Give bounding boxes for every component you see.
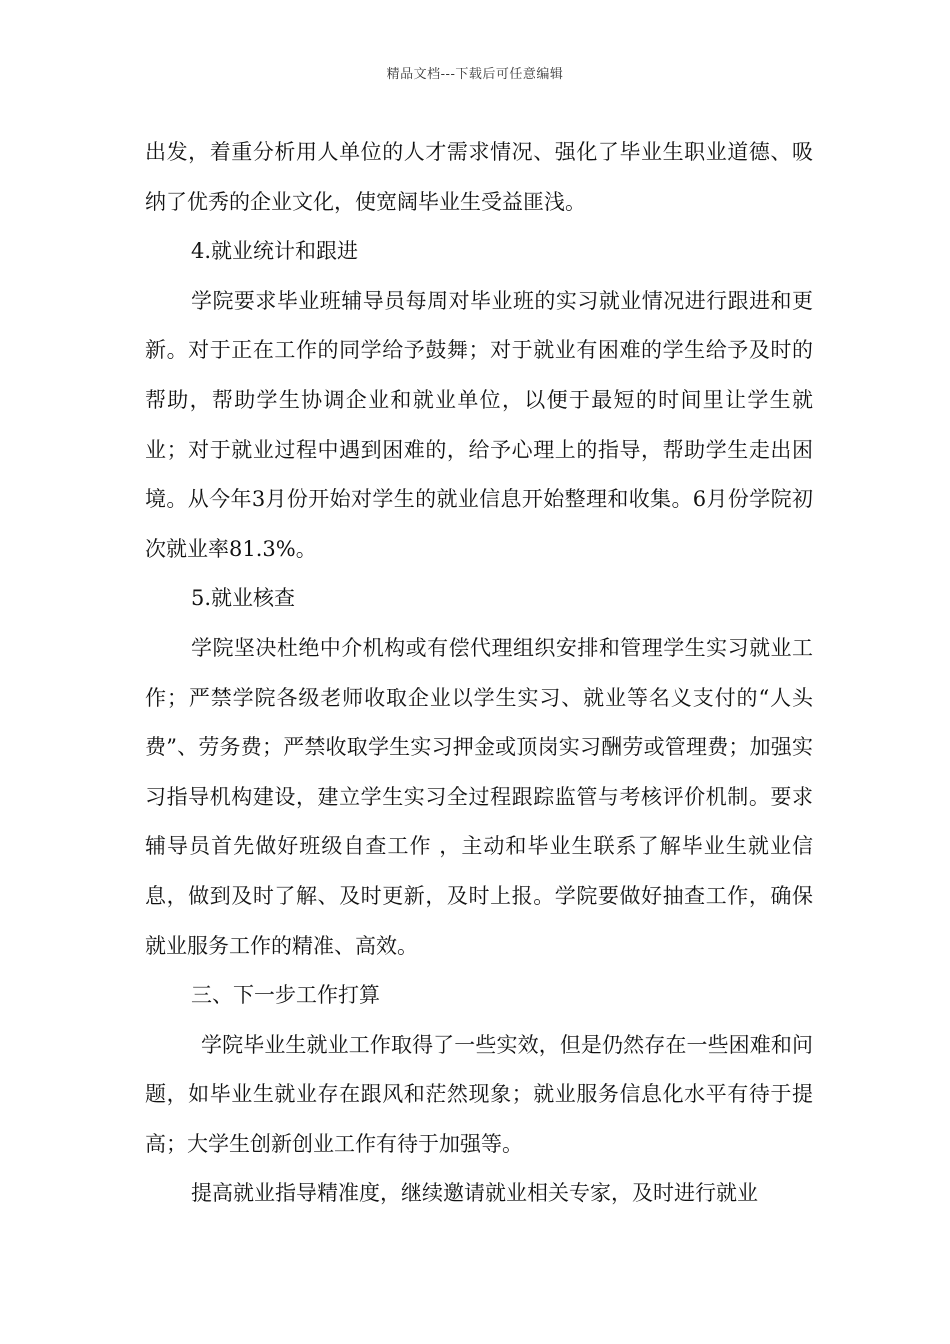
page-header: 精品文档---下载后可任意编辑 xyxy=(386,67,564,82)
paragraph-employment-check: 学院坚决杜绝中介机构或有偿代理组织安排和管理学生实习就业工作；严禁学院各级老师收取企业以学生实习、就业等名义支付的“人头费”、劳务费；严禁收取学生实习押金或顶岗实习酬劳或管理费；加强实习指导机构建设，建立学生实习全过程跟踪监管与考核评价机制。要求辅导员首先做好班级自查工作 ，主动和毕业生联系了解毕业生就业信息，做到及时了解、及时更新，及时上报。学院要做好抽查工作，确保就业服务工作的精准、高效。 xyxy=(145,635,813,958)
paragraph-next-steps: 学院毕业生就业工作取得了一些实效，但是仍然存在一些困难和问题，如毕业生就业存在跟风和茫然现象；就业服务信息化水平有待于提高；大学生创新创业工作有待于加强等。 xyxy=(145,1032,813,1156)
paragraph-guidance: 提高就业指导精准度，继续邀请就业相关专家，及时进行就业 xyxy=(191,1181,758,1206)
paragraph-continuation: 出发，着重分析用人单位的人才需求情况、强化了毕业生职业道德、吸纳了优秀的企业文化，使宽阔毕业生受益匪浅。 xyxy=(145,140,813,214)
section-heading-next-steps: 三、下一步工作打算 xyxy=(191,983,380,1008)
paragraph-employment-followup: 学院要求毕业班辅导员每周对毕业班的实习就业情况进行跟进和更新。对于正在工作的同学给予鼓舞；对于就业有困难的学生给予及时的帮助，帮助学生协调企业和就业单位，以便于最短的时间里让学生就业；对于就业过程中遇到困难的，给予心理上的指导，帮助学生走出困境。从今年3月份开始对学生的就业信息开始整理和收集。6月份学院初次就业率81.3%。 xyxy=(145,288,813,561)
section-heading-employment-statistics: 4.就业统计和跟进 xyxy=(191,239,359,264)
document-body xyxy=(145,128,813,1219)
section-heading-employment-check: 5.就业核查 xyxy=(191,586,296,611)
